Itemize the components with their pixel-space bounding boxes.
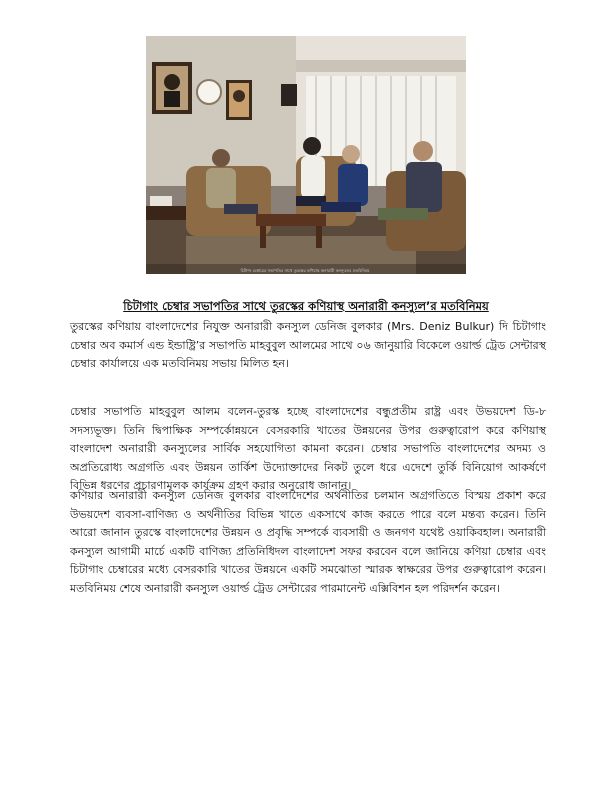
article-headline: চিটাগাং চেম্বার সভাপতির সাথে তুরস্কের কণিয়াস্থ অনারারী কনস্যুল’র মতবিনিময় (123, 298, 489, 313)
article-paragraph-2: চেম্বার সভাপতি মাহবুবুল আলম বলেন-তুরস্ক হচ্ছে বাংলাদেশের বন্ধুপ্রতীম রাষ্ট্র এবং উভয়দেশ ডি-৮ সদস্যভূক্ত। তিনি দ্বিপাক্ষিক সম্পর্কোন্নয়নে বেসরকারি খাতের উন্নয়নের উপর গুরুত্বারোপ করে কণিয়াস্থ বাংলাদেশ অনারারী কনস্যুলের সার্বিক সহযোগিতা কামনা করেন। চেম্বার সভাপতি বাংলাদেশের অদম্য ও অপ্রতিরোধ্য অগ্রগতি এবং উন্নয়ন তার্কিশ উদ্যোক্তাদের নিকট তুলে ধরে এদেশে তুর্কি বিনিয়োগ আকর্ষণে বিভিন্ন ধরণের প্রচারণামূলক কার্যক্রম গ্রহণ করার অনুরোধ জানান। (70, 405, 546, 493)
article-paragraph-3: কণিয়ার অনারারী কনস্যুল ডেনিজ বুলকার বাংলাদেশের অর্থনীতির চলমান অগ্রগতিতে বিস্ময় প্রকাশ করে উভয়দেশ ব্যবসা-বাণিজ্য ও অর্থনীতির বিভিন্ন খাতে একসাথে কাজ করতে পারে বলে মন্তব্য করেন। তিনি আরো জানান তুরস্কে বাংলাদেশের উন্নয়ন ও প্রবৃদ্ধি সম্পর্কে ব্যবসায়ী ও জনগণ যথেষ্ট ওয়াকিবহাল। অনারারী কনস্যুল আগামী মার্চে একটি বাণিজ্য প্রতিনিধিদল বাংলাদেশ সফর করবেন বলে জানিয়ে কণিয়া চেম্বার এবং চিটাগাং চেম্বারের মধ্যে বেসরকারি খাতের উন্নয়নে একটি সমঝোতা স্মারক স্বাক্ষরের উপর গুরুত্বারোপ করেন। মতবিনিময় শেষে অনারারী কনস্যুল ওয়ার্ল্ড ট্রেড সেন্টারের পারমানেন্ট এক্সিবিশন হল পরিদর্শন করেন। (70, 489, 546, 595)
article-paragraph-1: তুরস্কের কণিয়ায় বাংলাদেশের নিযুক্ত অনারারী কনস্যুল ডেনিজ বুলকার (Mrs. Deniz Bulkur) দি চিটাগাং চেম্বার অব কমার্স এন্ড ইন্ডাষ্ট্রি’র সভাপতি মাহবুবুল আলমের সাথে ০৬ জানুয়ারি বিকেলে ওয়ার্ল্ড ট্রেড সেন্টারস্থ চেম্বার কার্যালয়ে এক মতবিনিময় সভায় মিলিত হন। (70, 320, 546, 371)
meeting-photo-illustration (146, 36, 466, 274)
photo-caption: চিটাগং চেম্বারের সভাপতির সাথে তুরস্কের কণিয়াস্থ অনারারী কনস্যুলের মতবিনিময় (240, 268, 370, 273)
meeting-photo (146, 36, 466, 274)
